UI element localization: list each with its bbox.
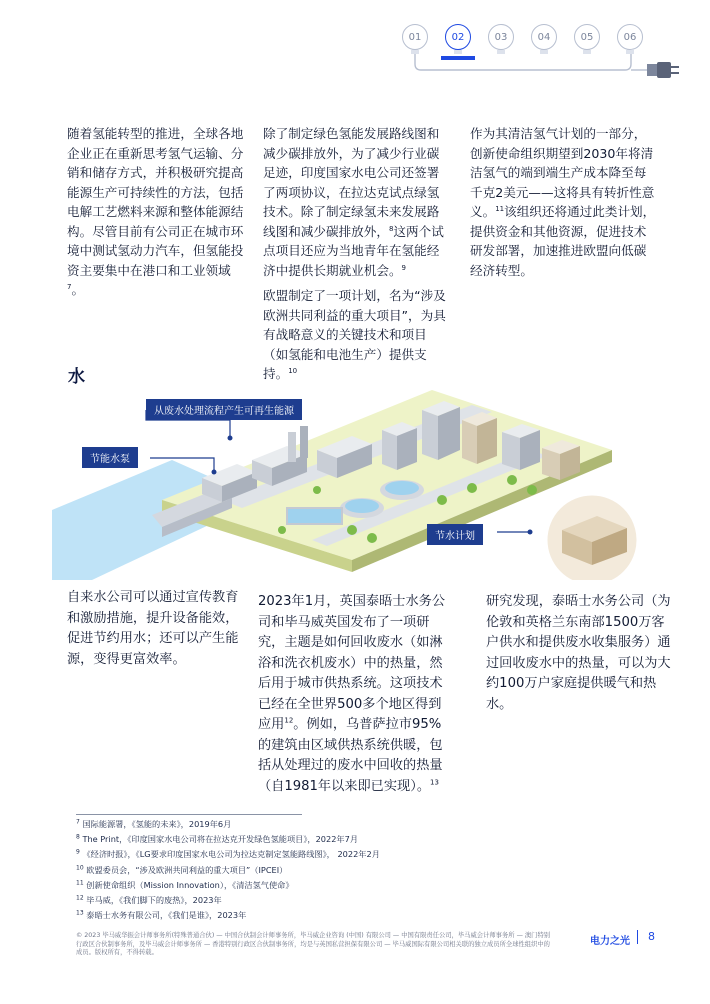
nav-bulb-05[interactable]: 05: [574, 24, 600, 50]
report-title: 电力之光: [590, 936, 630, 947]
nav-bulb-02[interactable]: 02: [445, 24, 471, 50]
footnote-item: $^7$ 国际能源署，《氢能的未来》，2019年6月: [76, 818, 232, 829]
intro-column-2: 除了制定绿色氢能发展路线图和减少碳排放外，为了减少行业碳足迹，印度国家水电公司还签署了两项协议，在拉达克试点绿氢技术。除了制定绿氢未来发展路线图和减少碳排放外，$^8$这两个试点项目还应为当地青年在氢能经济中提供长期就业机会。$^9$ 欧盟制定了一项计划，名为“涉及欧洲共同利益的重大项目”，为具有战略意义的关键技术和项目（如氢能和电池生产）提供支持。$^{10}$: [263, 126, 446, 381]
footnote-item: $^9$ 《经济时报》，《LG要求印度国家水电公司为拉达克制定氢能路线图》， 2022年2月: [76, 848, 380, 860]
intro-column-3: 作为其清洁氢气计划的一部分，创新使命组织期望到2030年将清洁氢气的端到端生产成本降至每千克2美元——这将具有转折性意义。$^{11}$该组织还将通过此类计划，提供资金和其他资源，促进技术研发部署，加速推进欧盟向低碳经济转型。: [470, 126, 656, 278]
nav-bulb-06[interactable]: 06: [617, 24, 643, 50]
footnote-item: $^{10}$ 欧盟委员会，“涉及欧洲共同利益的重大项目”（IPCEI）: [76, 863, 288, 875]
intro-column-1: 随着氢能转型的推进，全球各地企业正在重新思考氢气运输、分销和储存方式，并积极研究提高能源生产可持续性的方法，包括电解工艺燃料来源和整体能源结构。尽管目前有公司正在城市环境中测试氢动力汽车，但氢能投资主要集中在港口和工业领域$^7$。: [67, 126, 244, 297]
footer-divider: [637, 930, 638, 944]
water-column-3: 研究发现，泰晤士水务公司（为伦敦和英格兰东南部1500万客户供水和提供废水收集服务）通过回收废水中的热量，可以为大约100万户家庭提供暖气和热水。: [486, 594, 671, 712]
water-column-2: 2023年1月，英国泰晤士水务公司和毕马威英国发布了一项研究，主题是如何回收废水（如淋浴和洗衣机废水）中的热量，然后用于城市供热系统。这项技术已经在全世界500多个地区得到应用$^{12}$。例如，乌普萨拉市95%的建筑由区域供热系统供暖，包括从处理过的废水中回收的热量（自1981年以来即已实现）。$^{13}$: [258, 594, 446, 794]
footnote-item: $^{11}$ 创新使命组织（Mission Innovation），《清洁氢气使命》: [76, 879, 294, 890]
nav-bulb-04[interactable]: 04: [531, 24, 557, 50]
nav-bulb-03[interactable]: 03: [488, 24, 514, 50]
callout-water-saving: 节水计划: [427, 524, 483, 545]
page-number: 8: [648, 930, 655, 943]
water-column-1: 自来水公司可以通过宣传教育和激励措施，提升设备能效，促进节约用水；还可以产生能源，变得更富效率。: [67, 590, 239, 667]
footnote-item: $^{13}$ 泰晤士水务有限公司，《我们是谁》，2023年: [76, 909, 247, 921]
legal-notice: © 2023 毕马威华振会计师事务所(特殊普通合伙) — 中国合伙制会计师事务所，毕马威企业咨询 (中国) 有限公司 — 中国有限责任公司，毕马威会计师事务所 — 澳门特别行政区合伙制事务所，及毕马威会计师事务所 — 香港特别行政区合伙制事务所，均是与英国私营担保有限公司 — 毕马威国际有限公司相关联的独立成员所全球性组织中的成员。版权所有，不得转载。: [76, 932, 551, 957]
callout-pumps: 节能水泵: [82, 447, 138, 468]
footnote-item: $^{12}$ 毕马威，《我们脚下的废热》，2023年: [76, 894, 222, 906]
nav-bulb-01[interactable]: 01: [402, 24, 428, 50]
section-title: 水: [68, 367, 85, 387]
callout-wastewater: 从废水处理流程产生可再生能源: [146, 399, 302, 420]
footnotes: [76, 817, 380, 923]
footnote-divider: [76, 814, 302, 815]
footnote-item: $^8$ The Print，《印度国家水电公司将在拉达克开发绿色氢能项目》，2022年7月: [76, 833, 359, 845]
